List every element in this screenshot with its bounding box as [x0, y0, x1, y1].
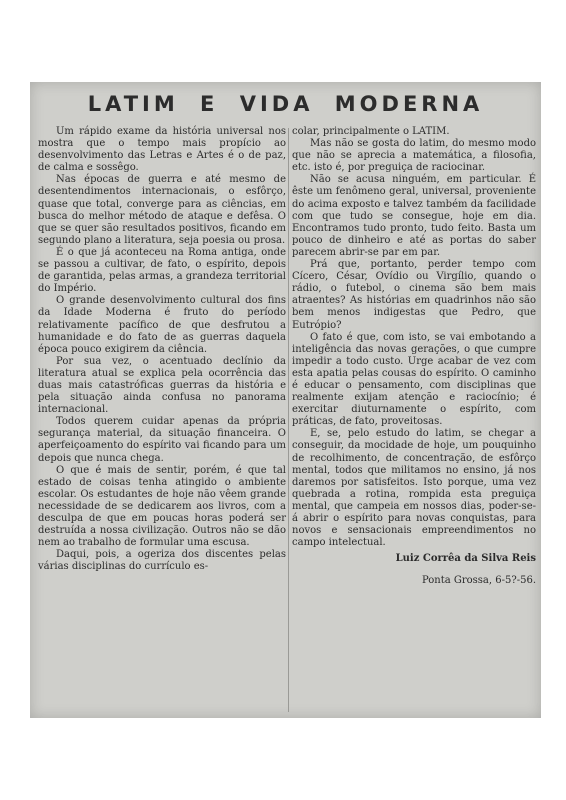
place-date: Ponta Grossa, 6-5?-56. [421, 575, 536, 587]
paragraph: Um rápido exame da história universal nos mostra que o tempo mais propício ao desenvolvimento das Letras e Artes é o de paz, de calma e sossêgo. [38, 126, 286, 174]
paragraph: Todos querem cuidar apenas da própria segurança material, da situação financeira. O aperfeiçoamento do espírito vai ficando para um depois que nunca chega. [38, 416, 286, 464]
newspaper-clipping [30, 82, 541, 718]
paragraph: O fato é que, com isto, se vai embotando a inteligência das novas gerações, o que cumpre impedir a todo custo. Urge acabar de vez com esta apatia pelas cousas do espírito. O caminho é educar o pensamento, com disciplinas que realmente exijam atenção e raciocínio; é exercitar diuturnamente o espírito, com práticas, de fato, proveitosas. [292, 331, 536, 428]
paragraph: Daqui, pois, a ogeriza dos discentes pelas várias disciplinas do currículo es- [38, 549, 286, 573]
paragraph: Mas não se gosta do latim, do mesmo modo que não se aprecia a matemática, a filosofia, etc. isto é, por preguiça de raciocinar. [292, 138, 536, 174]
left-column [38, 126, 286, 573]
paragraph: Não se acusa ninguém, em particular. É êste um fenômeno geral, universal, proveniente do acima exposto e talvez também da facilidade com que tudo se consegue, hoje em dia. Encontramos tudo pronto, tudo feito. Basta um pouco de dinheiro e até as portas do saber parecem abrir-se par em par. [292, 174, 536, 258]
paragraph: Prá que, portanto, perder tempo com Cícero, César, Ovídio ou Virgílio, quando o rádio, o futebol, o cinema são bem mais atraentes? As histórias em quadrinhos não são bem menos indigestas que Pedro, que Eutrópio? [292, 259, 536, 331]
paragraph: O grande desenvolvimento cultural dos fins da Idade Moderna é fruto do período relativamente pacífico de que desfrutou a humanidade e do fato de as guerras daquela época pouco exigirem da ciência. [38, 295, 286, 355]
paragraph: E, se, pelo estudo do latim, se chegar a conseguir, da mocidade de hoje, um pouquinho de recolhimento, de concentração, de esfôrço mental, todos que militamos no ensino, já nos daremos por satisfeitos. Isto porque, uma vez quebrada a rotina, rompida esta preguiça mental, que campeia em nossos dias, poder-se-á abrir o espírito para novas conquistas, para novos e sensacionais empreendimentos no campo intelectual. [292, 428, 536, 549]
right-column [292, 126, 536, 597]
article-title: LATIM E VIDA MODERNA [87, 92, 484, 116]
column-divider [288, 128, 289, 712]
paragraph: Por sua vez, o acentuado declínio da literatura atual se explica pela ocorrência das duas mais catastróficas guerras da história e pela situação ainda confusa no panorama internacional. [38, 355, 286, 416]
paragraph-continuation: colar, principalmente o LATIM. [292, 126, 450, 137]
author-name: Luiz Corrêa da Silva Reis [395, 553, 536, 565]
paragraph: O que é mais de sentir, porém, é que tal estado de coisas tenha atingido o ambiente escolar. Os estudantes de hoje não vêem grande necessidade de se dedicarem aos livros, com a desculpa de que em poucas horas poderá ser destruída a nossa civilização. Outros não se dão nem ao trabalho de formular uma escusa. [38, 464, 286, 549]
paragraph: É o que já aconteceu na Roma antiga, onde se passou a cultivar, de fato, o espírito, depois de garantida, pelas armas, a grandeza territorial do Império. [38, 246, 286, 295]
paragraph: Nas épocas de guerra e até mesmo de desentendimentos internacionais, o esfôrço, quase que total, converge para as ciências, em busca do melhor método de ataque e defêsa. O que se quer são resultados positivos, ficando em segundo plano a literatura, seja poesia ou prosa. [38, 174, 286, 246]
